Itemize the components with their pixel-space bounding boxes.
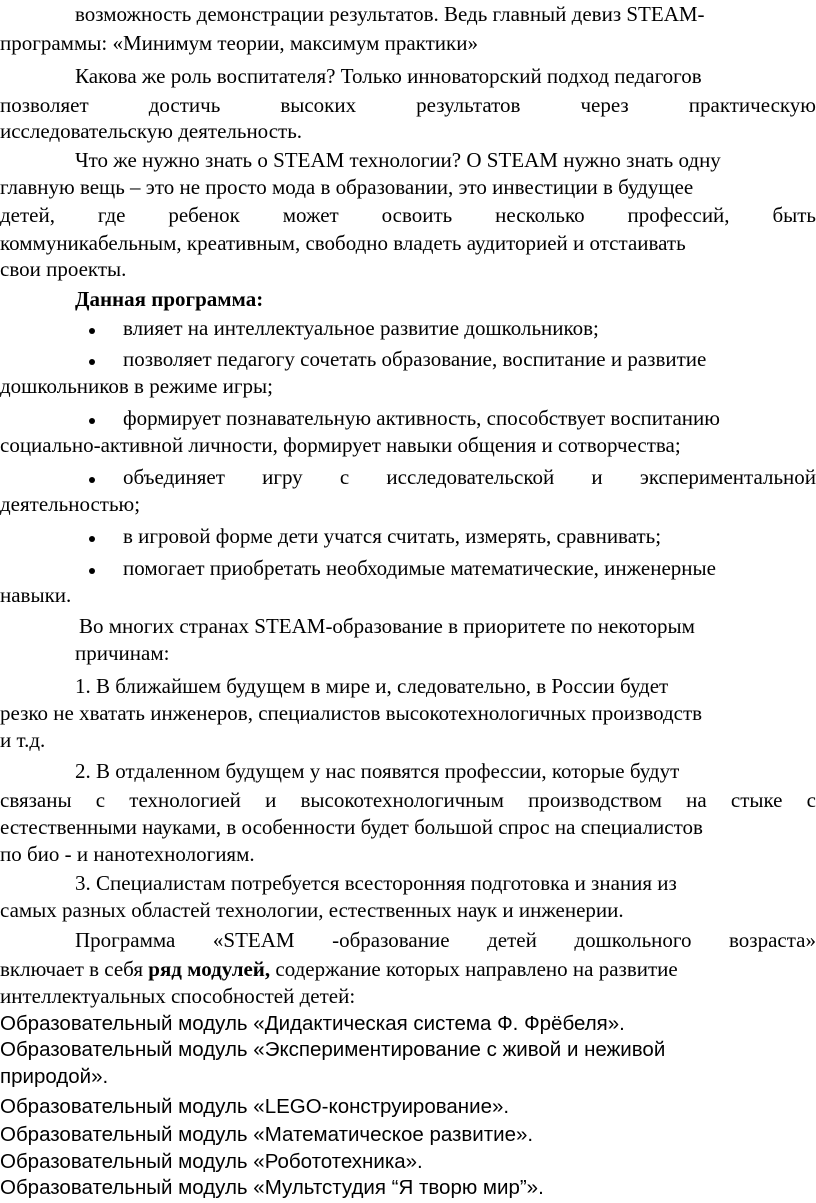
module-item: Образовательный модуль «Математическое развитие». xyxy=(0,1123,534,1146)
paragraph-1-line-1: возможность демонстрации результатов. Ведь главный девиз STEAM- xyxy=(75,2,705,26)
program-modules-emphasis: ряд модулей, xyxy=(148,957,271,981)
reason-1-line-3: и т.д. xyxy=(0,728,46,752)
paragraph-2-line-2: позволяет достичь высоких результатов через практическую xyxy=(0,93,816,117)
bullet-icon xyxy=(89,418,95,424)
bullet-text-continuation: навыки. xyxy=(0,583,72,607)
program-modules-line-2-post: содержание которых направлено на развитие xyxy=(270,957,678,981)
bullet-icon xyxy=(89,477,95,483)
bullet-icon xyxy=(89,536,95,542)
module-item: Образовательный модуль «LEGO-конструирование». xyxy=(0,1095,510,1118)
paragraph-3-line-1: Что же нужно знать о STEAM технологии? О STEAM нужно знать одну xyxy=(75,148,721,172)
countries-intro-line-1: Во многих странах STEAM-образование в приоритете по некоторым xyxy=(79,614,695,638)
bullet-text-continuation: социально-активной личности, формирует навыки общения и сотворчества; xyxy=(0,433,681,457)
bullet-text: формирует познавательную активность, способствует воспитанию xyxy=(123,406,720,430)
module-item: Образовательный модуль «Экспериментирование с живой и неживой xyxy=(0,1038,666,1061)
program-modules-line-2-pre: включает в себя xyxy=(0,957,149,981)
bullet-text-continuation: дошкольников в режиме игры; xyxy=(0,374,273,398)
bullet-text: влияет на интеллектуальное развитие дошкольников; xyxy=(123,316,599,340)
countries-intro-line-2: причинам: xyxy=(75,641,170,665)
bullet-icon xyxy=(89,568,95,574)
reason-2-line-1: 2. В отдаленном будущем у нас появятся профессии, которые будут xyxy=(75,759,680,783)
bullet-text: объединяет игру с исследовательской и экспериментальной xyxy=(123,465,816,489)
reason-2-line-3: естественными науками, в особенности будет большой спрос на специалистов xyxy=(0,815,703,839)
module-item: Образовательный модуль «Робототехника». xyxy=(0,1150,423,1173)
paragraph-2-line-1: Какова же роль воспитателя? Только инноваторский подход педагогов xyxy=(75,64,702,88)
paragraph-2-line-3: исследовательскую деятельность. xyxy=(0,119,303,143)
program-modules-line-2 xyxy=(0,955,816,984)
program-heading: Данная программа: xyxy=(75,287,264,311)
bullet-text: помогает приобретать необходимые математические, инженерные xyxy=(123,556,716,580)
reason-3-line-1: 3. Специалистам потребуется всесторонняя подготовка и знания из xyxy=(75,871,677,895)
paragraph-3-line-3: детей, где ребенок может освоить несколько профессий, быть xyxy=(0,203,816,227)
bullet-text: позволяет педагогу сочетать образование, воспитание и развитие xyxy=(123,347,707,371)
reason-3-line-2: самых разных областей технологии, естественных наук и инженерии. xyxy=(0,898,624,922)
bullet-icon xyxy=(89,328,95,334)
reason-1-line-1: 1. В ближайшем будущем в мире и, следовательно, в России будет xyxy=(75,674,669,698)
module-item: Образовательный модуль «Дидактическая система Ф. Фрёбеля». xyxy=(0,1012,625,1035)
module-item: Образовательный модуль «Мультстудия “Я творю мир”». xyxy=(0,1176,544,1199)
program-modules-line-1: Программа «STEAM -образование детей дошкольного возраста» xyxy=(75,928,816,952)
paragraph-3-line-5: свои проекты. xyxy=(0,257,127,281)
bullet-text: в игровой форме дети учатся считать, измерять, сравнивать; xyxy=(123,524,662,548)
reason-1-line-2: резко не хватать инженеров, специалистов высокотехнологичных производств xyxy=(0,701,703,725)
paragraph-3-line-4: коммуникабельным, креативным, свободно владеть аудиторией и отстаивать xyxy=(0,231,686,255)
bullet-text-continuation: деятельностью; xyxy=(0,492,141,516)
reason-2-line-2: связаны с технологией и высокотехнологичным производством на стыке с xyxy=(0,788,816,812)
program-modules-line-3: интеллектуальных способностей детей: xyxy=(0,984,356,1008)
module-item-continuation: природой». xyxy=(0,1065,109,1088)
reason-2-line-4: по био - и нанотехнологиям. xyxy=(0,842,255,866)
paragraph-3-line-2: главную вещь – это не просто мода в образовании, это инвестиции в будущее xyxy=(0,175,694,199)
paragraph-1-line-2: программы: «Минимум теории, максимум практики» xyxy=(0,31,478,55)
bullet-icon xyxy=(89,359,95,365)
